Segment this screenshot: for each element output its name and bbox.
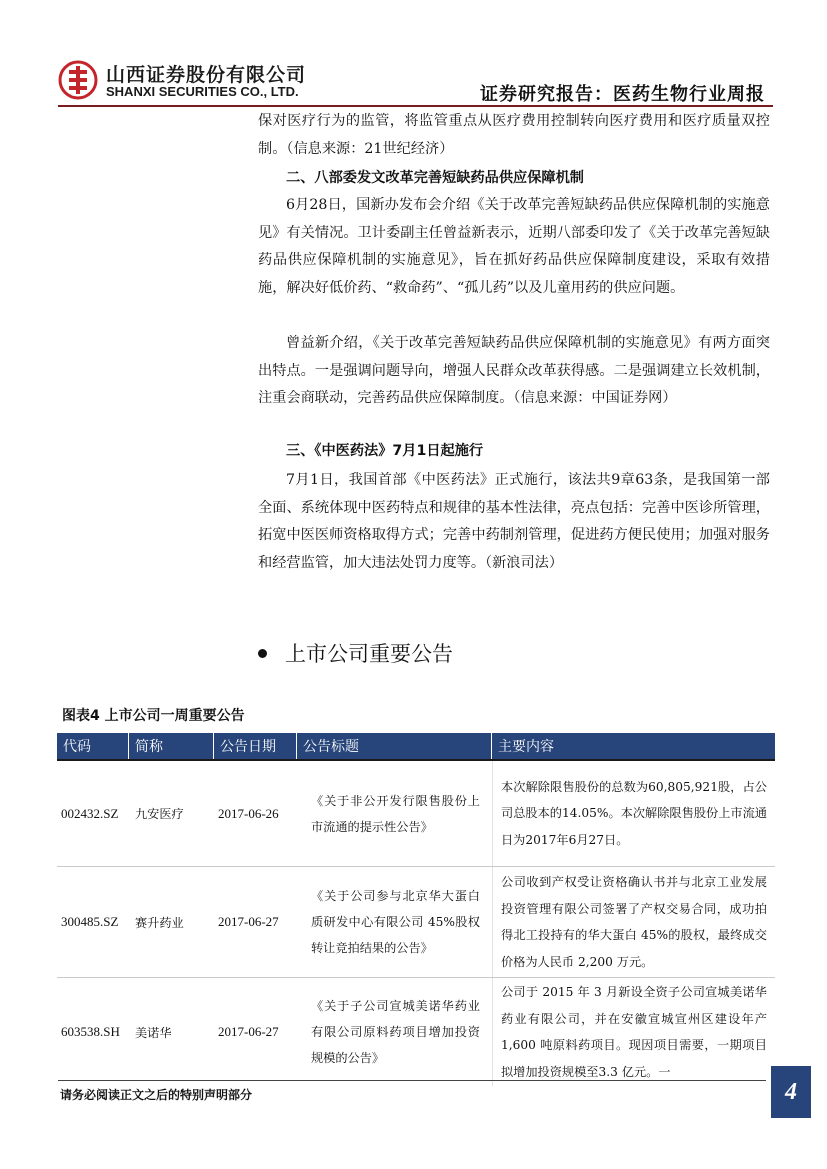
cell-name: 赛升药业: [135, 915, 184, 930]
cell-name: 九安医疗: [135, 807, 184, 821]
paragraph-tcm-law: 7月1日，我国首部《中医药法》正式施行，该法共9章63条，是我国第一部全面、系统体现中医药特点和规律的基本性法律，亮点包括：完善中医诊所管理，拓宽中医医师资格取得方式；完善中药制剂管理，促进药方便民使用；加强对服务和经营监管，加大违法处罚力度等。（新浪司法）: [258, 472, 770, 571]
column-header-code: 代码: [57, 733, 129, 759]
cell-date: 2017-06-26: [218, 805, 279, 821]
column-header-content: 主要内容: [498, 739, 554, 755]
cell-content: 本次解除限售股份的总数为60,805,921股，占公司总股本的14.05%。本次解除限售股份上市流通日为2017年6月27日。: [492, 761, 775, 866]
announcements-table: [57, 733, 775, 1086]
section-title-text: 上市公司重要公告: [285, 642, 453, 666]
cell-title: 《关于非公开发行限售股份上市流通的提示性公告》: [311, 793, 480, 834]
cell-content: 公司收到产权受让资格确认书并与北京工业发展投资管理有限公司签署了产权交易合同，成功拍得北工投持有的华大蛋白 45%的股权，最终成交价格为人民币 2,200 万元。: [492, 867, 775, 977]
company-name-en: SHANXI SECURITIES CO., LTD.: [106, 84, 299, 99]
company-logo-icon: [58, 60, 98, 100]
column-header-name: 简称: [129, 733, 214, 759]
section-title: [258, 638, 453, 668]
cell-code: 603538.SH: [61, 1024, 120, 1039]
paragraph-intro: 保对医疗行为的监管，将监管重点从医疗费用控制转向医疗费用和医疗质量双控制。（信息来源：21世纪经济）: [258, 113, 770, 157]
cell-title: 《关于子公司宣城美诺华药业有限公司原料药项目增加投资规模的公告》: [311, 999, 480, 1065]
table-row: [57, 867, 775, 978]
subheading-shortage-drugs: 二、八部委发文改革完善短缺药品供应保障机制: [286, 170, 584, 186]
footer-divider: [58, 1080, 766, 1081]
company-name-cn: 山西证券股份有限公司: [106, 64, 307, 86]
column-header-date: 公告日期: [214, 733, 297, 759]
cell-title: 《关于公司参与北京华大蛋白质研发中心有限公司 45%股权转让竞拍结果的公告》: [311, 889, 480, 955]
column-header-title: 公告标题: [297, 733, 492, 759]
paragraph-shortage-1: 6月28日，国新办发布会介绍《关于改革完善短缺药品供应保障机制的实施意见》有关情况。卫计委副主任曾益新表示，近期八部委印发了《关于改革完善短缺药品供应保障机制的实施意见》，旨在抓好药品供应保障制度建设，采取有效措施，解决好低价药、“救命药”、“孤儿药”以及儿童用药的供应问题。: [258, 197, 770, 296]
subheading-tcm-law: 三、《中医药法》7月1日起施行: [286, 443, 484, 459]
table-row: [57, 761, 775, 867]
cell-content: 公司于 2015 年 3 月新设全资子公司宣城美诺华药业有限公司，并在安徽宣城宣州区建设年产 1,600 吨原料药项目。现因项目需要，一期项目拟增加投资规模至3.3 亿元。一: [492, 978, 775, 1086]
table-row: [57, 978, 775, 1086]
cell-date: 2017-06-27: [218, 914, 279, 929]
footer-disclaimer: 请务必阅读正文之后的特别声明部分: [60, 1088, 253, 1102]
figure-caption: 图表4 上市公司一周重要公告: [62, 708, 245, 724]
cell-date: 2017-06-27: [218, 1024, 279, 1039]
cell-code: 002432.SZ: [61, 805, 119, 821]
cell-name: 美诺华: [135, 1025, 172, 1040]
paragraph-shortage-2: 曾益新介绍，《关于改革完善短缺药品供应保障机制的实施意见》有两方面突出特点。一是强调问题导向，增强人民群众改革获得感。二是强调建立长效机制，注重会商联动，完善药品供应保障制度。（信息来源：中国证券网）: [258, 335, 770, 407]
header-divider: [58, 105, 773, 107]
page-number: 4: [771, 1066, 811, 1118]
table-header: [57, 733, 775, 761]
bullet-icon: [258, 649, 267, 658]
report-title: 证券研究报告：医药生物行业周报: [480, 84, 765, 105]
cell-code: 300485.SZ: [61, 914, 119, 929]
